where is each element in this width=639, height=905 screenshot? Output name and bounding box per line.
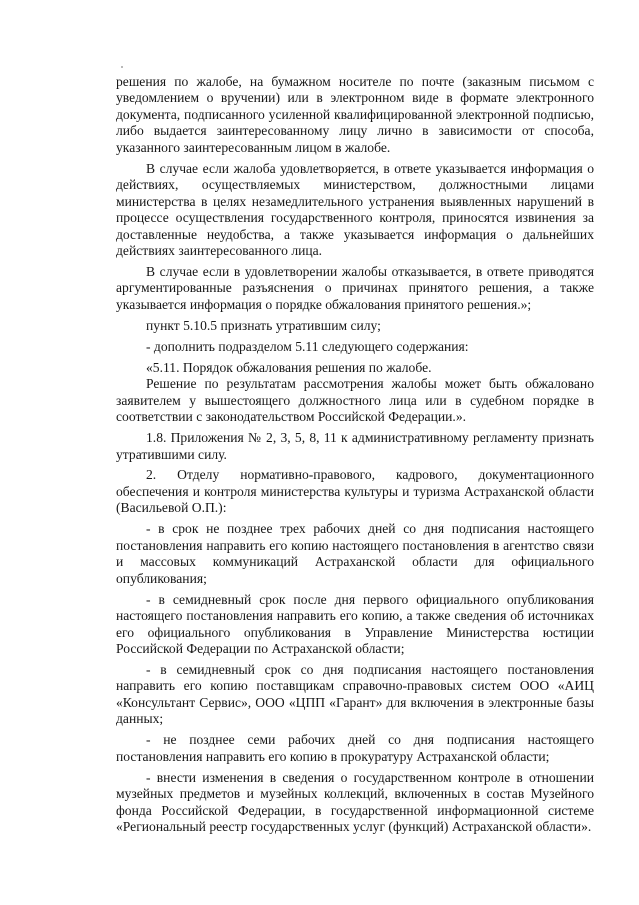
paragraph-complaint-refused: В случае если в удовлетворении жалобы отказывается, в ответе приводятся аргументированные разъяснения о причинах принятого решения, а также указывается информация о порядке обжалования принятого решения.»; [116, 263, 594, 312]
paragraph-subsection-5-11-title: «5.11. Порядок обжалования решения по жалобе. [146, 359, 432, 375]
scan-speck [121, 66, 123, 68]
paragraph-response-delivery: решения по жалобе, на бумажном носителе по почте (заказным письмом с уведомлением о вручении) или в электронном виде в формате электронного документа, подписанного усиленной квалифицированной электронной подписью, либо выдается заинтересованному лицу лично в зависимости от способа, указанного заинтересованным лицом в жалобе. [116, 74, 594, 155]
list-item-prosecutor: - не позднее семи рабочих дней со дня подписания настоящего постановления направить его копию в прокуратуру Астраханской области; [116, 732, 594, 764]
paragraph-item-5-10-5: пункт 5.10.5 признать утратившим силу; [146, 317, 381, 333]
paragraph-item-1-8: 1.8. Приложения № 2, 3, 5, 8, 11 к административному регламенту признать утратившими силу. [116, 430, 594, 462]
document-body [116, 74, 594, 840]
paragraph-item-2-department: 2. Отделу нормативно-правового, кадрового, документационного обеспечения и контроля министерства культуры и туризма Астраханской области (Васильевой О.П.): [116, 467, 594, 516]
paragraph-complaint-satisfied: В случае если жалоба удовлетворяется, в ответе указывается информация о действиях, осуществляемых министерством, должностными лицами министерства в целях незамедлительного устранения выявленных нарушений в процессе осуществления государственного контроля, приносятся извинения за доставленные неудобства, а также указывается информация о дальнейших действиях заинтересованного лица. [116, 160, 594, 259]
list-item-publication-agency: - в срок не позднее трех рабочих дней со дня подписания настоящего постановления направить его копию настоящего постановления в агентство связи и массовых коммуникаций Астраханской области для официального опубликования; [116, 521, 594, 586]
list-item-ministry-justice: - в семидневный срок после дня первого официального опубликования настоящего постановления направить его копию, а также сведения об источниках его официального опубликования в Управление Министерства юстиции Российской Федерации по Астраханской области; [116, 591, 594, 656]
list-item-legal-systems: - в семидневный срок со дня подписания настоящего постановления направить его копию поставщикам справочно-правовых систем ООО «АИЦ «Консультант Сервис», ООО «ЦПП «Гарант» для включения в электронные базы данных; [116, 661, 594, 727]
paragraph-add-subsection: - дополнить подразделом 5.11 следующего содержания: [146, 338, 469, 354]
paragraph-appeal-decision: Решение по результатам рассмотрения жалобы может быть обжаловано заявителем у вышестоящего должностного лица или в судебном порядке в соответствии с законодательством Российской Федерации.». [116, 376, 594, 425]
list-item-registry-update: - внести изменения в сведения о государственном контроле в отношении музейных предметов и музейных коллекций, включенных в состав Музейного фонда Российской Федерации, в государственной информационной системе «Региональный реестр государственных услуг (функций) Астраханской области». [116, 769, 594, 835]
